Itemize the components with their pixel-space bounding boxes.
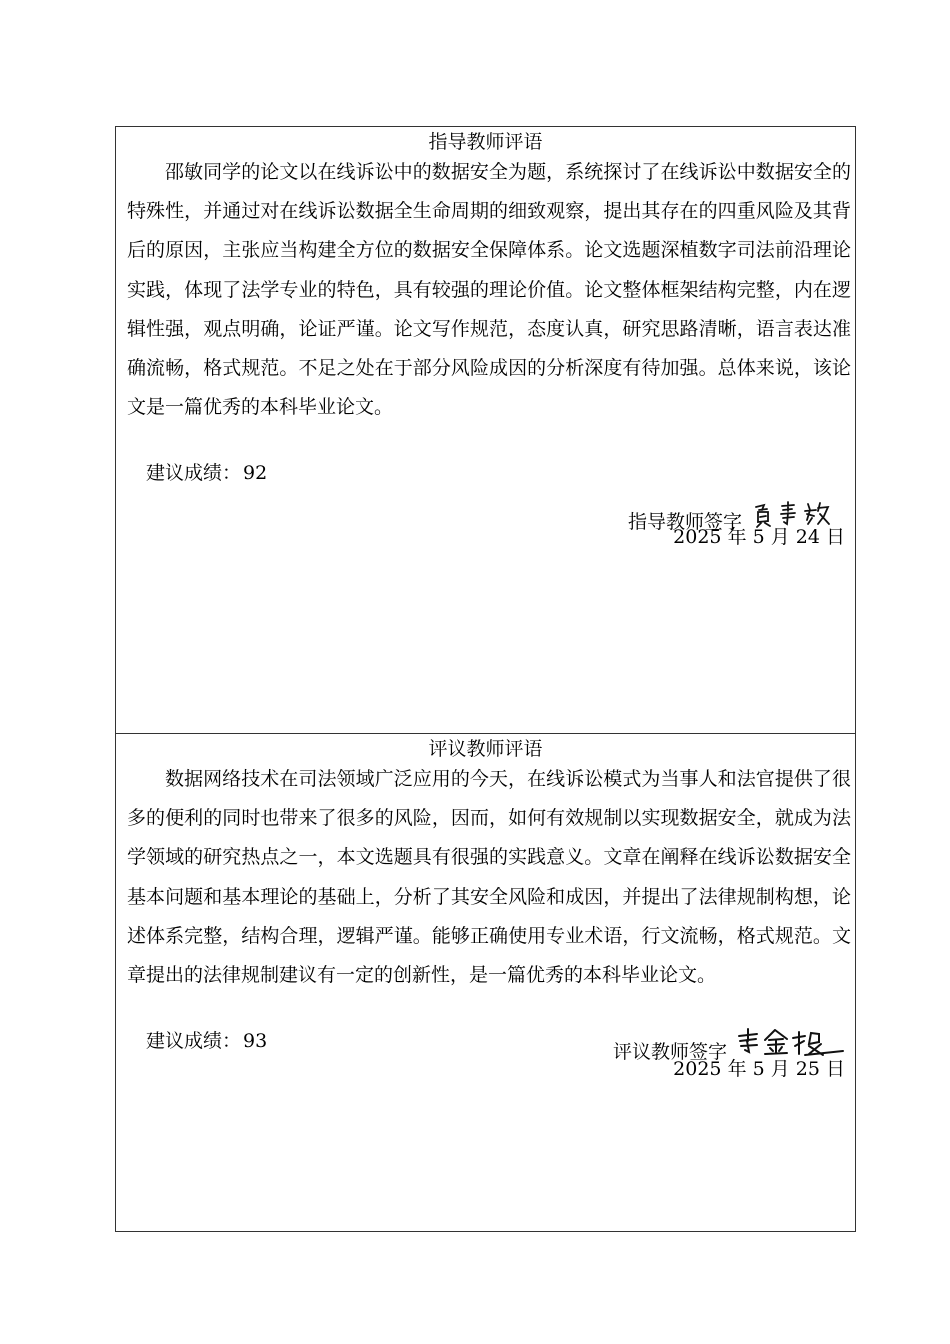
reviewer-grade-label: 建议成绩： [146, 1030, 242, 1052]
advisor-grade [146, 460, 267, 486]
reviewer-section [116, 734, 855, 1231]
reviewer-grade-value: 93 [243, 1030, 268, 1052]
evaluation-form [115, 126, 856, 1232]
advisor-grade-label: 建议成绩： [146, 462, 242, 484]
advisor-date: 2025 年 5 月 24 日 [673, 526, 845, 548]
reviewer-date: 2025 年 5 月 25 日 [673, 1058, 845, 1080]
reviewer-signature-label: 评议教师签字 [612, 1041, 727, 1063]
advisor-heading: 指导教师评语 [428, 131, 543, 153]
reviewer-grade [146, 1028, 267, 1054]
advisor-section [116, 127, 855, 733]
advisor-grade-value: 92 [243, 462, 268, 484]
advisor-comment: 邵敏同学的论文以在线诉讼中的数据安全为题，系统探讨了在线诉讼中数据安全的特殊性，并通过对在线诉讼数据全生命周期的细致观察，提出其存在的四重风险及其背后的原因，主张应当构建全方位的数据安全保障体系。论文选题深植数字司法前沿理论实践，体现了法学专业的特色，具有较强的理论价值。论文整体框架结构完整，内在逻辑性强，观点明确，论证严谨。论文写作规范，态度认真，研究思路清晰，语言表达准确流畅，格式规范。不足之处在于部分风险成因的分析深度有待加强。总体来说，该论文是一篇优秀的本科毕业论文。 [127, 161, 851, 419]
reviewer-comment: 数据网络技术在司法领域广泛应用的今天，在线诉讼模式为当事人和法官提供了很多的便利的同时也带来了很多的风险，因而，如何有效规制以实现数据安全，就成为法学领域的研究热点之一，本文选题具有很强的实践意义。文章在阐释在线诉讼数据安全基本问题和基本理论的基础上，分析了其安全风险和成因，并提出了法律规制构想，论述体系完整，结构合理，逻辑严谨。能够正确使用专业术语，行文流畅，格式规范。文章提出的法律规制建议有一定的创新性，是一篇优秀的本科毕业论文。 [127, 768, 851, 987]
reviewer-heading: 评议教师评语 [428, 738, 543, 760]
advisor-signature-label: 指导教师签字 [627, 511, 742, 533]
